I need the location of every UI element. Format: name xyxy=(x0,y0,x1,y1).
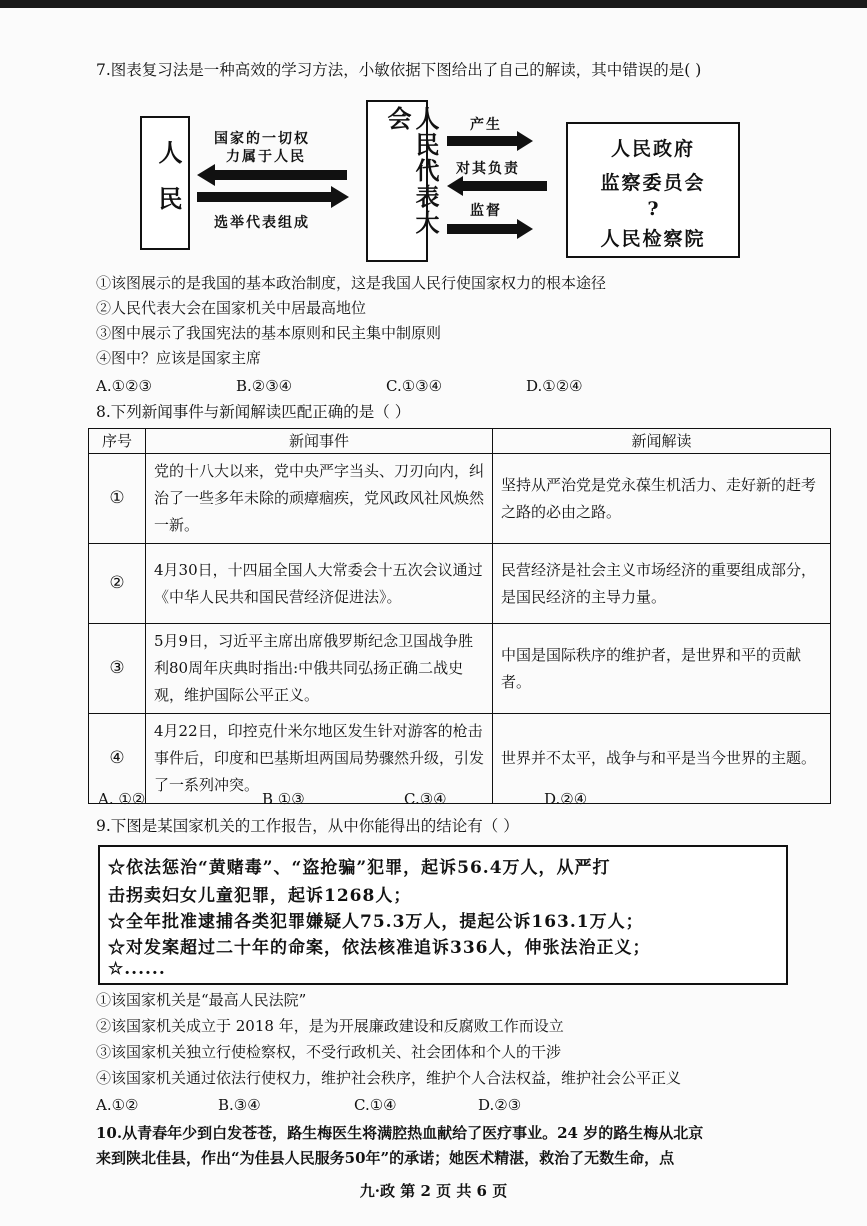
produce-arrow xyxy=(447,131,533,151)
arrow-bottom-label: 选举代表组成 xyxy=(214,215,310,231)
responsible-arrow xyxy=(447,176,547,196)
supervise-arrow xyxy=(447,219,533,239)
q9-statement-4: ④该国家机关通过依法行使权力，维护社会秩序，维护个人合法权益，维护社会公平正义 xyxy=(96,1069,682,1087)
q8-option-b: B ①③ xyxy=(262,790,305,808)
q8-options xyxy=(98,790,698,810)
q9-option-c: C.①④ xyxy=(354,1096,397,1114)
header-reading: 新闻解读 xyxy=(493,429,831,454)
right-arrow-elect xyxy=(197,186,349,208)
q9-statement-3: ③该国家机关独立行使检察权，不受行政机关、社会团体和个人的干涉 xyxy=(96,1043,562,1061)
row-reading: 民营经济是社会主义市场经济的重要组成部分，是国民经济的主导力量。 xyxy=(493,544,831,624)
report-line-2: 击拐卖妇女儿童犯罪，起诉1268人； xyxy=(108,886,412,906)
row-event: 4月30日，十四届全国人大常委会十五次会议通过《中华人民共和国民营经济促进法》。 xyxy=(146,544,493,624)
organ-government: 人民政府 xyxy=(610,138,695,160)
q9-option-a: A.①② xyxy=(96,1096,139,1114)
produce-label: 产生 xyxy=(470,117,502,133)
q9-title: 9.下图是某国家机关的工作报告，从中你能得出的结论有（ ） xyxy=(96,817,519,835)
organ-procuratorate: 人民检察院 xyxy=(600,228,706,250)
work-report-box xyxy=(98,845,788,985)
q9-option-d: D.②③ xyxy=(478,1096,522,1114)
arrow-top-label-2: 力属于人民 xyxy=(226,149,306,165)
arrow-top-label-1: 国家的一切权 xyxy=(214,131,310,147)
q7-option-a: A.①②③ xyxy=(96,377,152,395)
row-event: 4月22日，印控克什米尔地区发生针对游客的枪击事件后，印度和巴基斯坦两国局势骤然升级，引发了一系列冲突。 xyxy=(146,714,493,804)
top-border xyxy=(0,0,867,8)
header-index: 序号 xyxy=(89,429,146,454)
row-reading: 世界并不太平，战争与和平是当今世界的主题。 xyxy=(493,714,831,804)
table-header-row xyxy=(89,429,831,454)
news-table xyxy=(88,428,831,804)
q8-option-d: D.②④ xyxy=(544,790,588,808)
report-line-3: ☆全年批准逮捕各类犯罪嫌疑人75.3万人，提起公诉163.1万人； xyxy=(108,912,644,932)
row-event: 党的十八大以来，党中央严字当头、刀刃向内，纠治了一些多年未除的顽瘴痼疾，党风政风社风焕然一新。 xyxy=(146,454,493,544)
q7-statement-2: ②人民代表大会在国家机关中居最高地位 xyxy=(96,299,367,317)
row-event: 5月9日，习近平主席出席俄罗斯纪念卫国战争胜利80周年庆典时指出:中俄共同弘扬正确二战史观，维护国际公平正义。 xyxy=(146,624,493,714)
q9-options xyxy=(96,1096,696,1116)
q7-option-b: B.②③④ xyxy=(236,377,293,395)
q7-statement-3: ③图中展示了我国宪法的基本原则和民主集中制原则 xyxy=(96,324,442,342)
q9-statement-2: ②该国家机关成立于 2018 年，是为开展廉政建设和反腐败工作而设立 xyxy=(96,1017,564,1035)
q7-statement-4: ④图中？应该是国家主席 xyxy=(96,349,262,367)
row-reading: 坚持从严治党是党永葆生机活力、走好新的赶考之路的必由之路。 xyxy=(493,454,831,544)
table-row xyxy=(89,544,831,624)
responsible-label: 对其负责 xyxy=(456,161,520,177)
q7-options xyxy=(96,377,696,397)
report-line-1: ☆依法惩治“黄赌毒”、“盗抢骗”犯罪，起诉56.4万人，从严打 xyxy=(108,858,611,878)
left-arrow xyxy=(197,164,347,186)
q7-option-c: C.①③④ xyxy=(386,377,443,395)
organ-unknown: ? xyxy=(647,198,659,220)
npc-label: 人民代表大会 xyxy=(383,106,440,236)
q7-title: 7.图表复习法是一种高效的学习方法，小敏依据下图给出了自己的解读，其中错误的是( ) xyxy=(96,61,702,79)
report-line-5: ☆...... xyxy=(108,959,166,979)
q7-statement-1: ①该图展示的是我国的基本政治制度，这是我国人民行使国家权力的根本途径 xyxy=(96,274,607,292)
q10-line-2: 来到陕北佳县，作出“为佳县人民服务50年”的承诺；她医术精湛，救治了无数生命，点 xyxy=(96,1149,675,1167)
state-organs-box xyxy=(566,122,740,258)
row-index: ④ xyxy=(89,714,146,804)
row-index: ③ xyxy=(89,624,146,714)
npc-box xyxy=(366,100,440,262)
people-box xyxy=(140,116,190,250)
q9-statement-1: ①该国家机关是“最高人民法院” xyxy=(96,991,307,1009)
row-index: ① xyxy=(89,454,146,544)
row-reading: 中国是国际秩序的维护者，是世界和平的贡献者。 xyxy=(493,624,831,714)
q8-title: 8.下列新闻事件与新闻解读匹配正确的是（ ） xyxy=(96,403,411,421)
row-index: ② xyxy=(89,544,146,624)
header-event: 新闻事件 xyxy=(146,429,493,454)
q8-option-a: A. ①② xyxy=(98,790,146,808)
table-row xyxy=(89,454,831,544)
page-footer: 九·政 第 2 页 共 6 页 xyxy=(359,1182,508,1200)
report-line-4: ☆对发案超过二十年的命案，依法核准追诉336人，伸张法治正义； xyxy=(108,938,651,958)
supervise-label: 监督 xyxy=(470,203,502,219)
table-row xyxy=(89,624,831,714)
q8-option-c: C.③④ xyxy=(404,790,447,808)
organ-supervision: 监察委员会 xyxy=(600,172,706,194)
people-label: 人民 xyxy=(154,140,183,232)
q7-option-d: D.①②④ xyxy=(526,377,583,395)
q9-option-b: B.③④ xyxy=(218,1096,261,1114)
q10-line-1: 10.从青春年少到白发苍苍，路生梅医生将满腔热血献给了医疗事业。24 岁的路生梅从北京 xyxy=(96,1124,704,1142)
